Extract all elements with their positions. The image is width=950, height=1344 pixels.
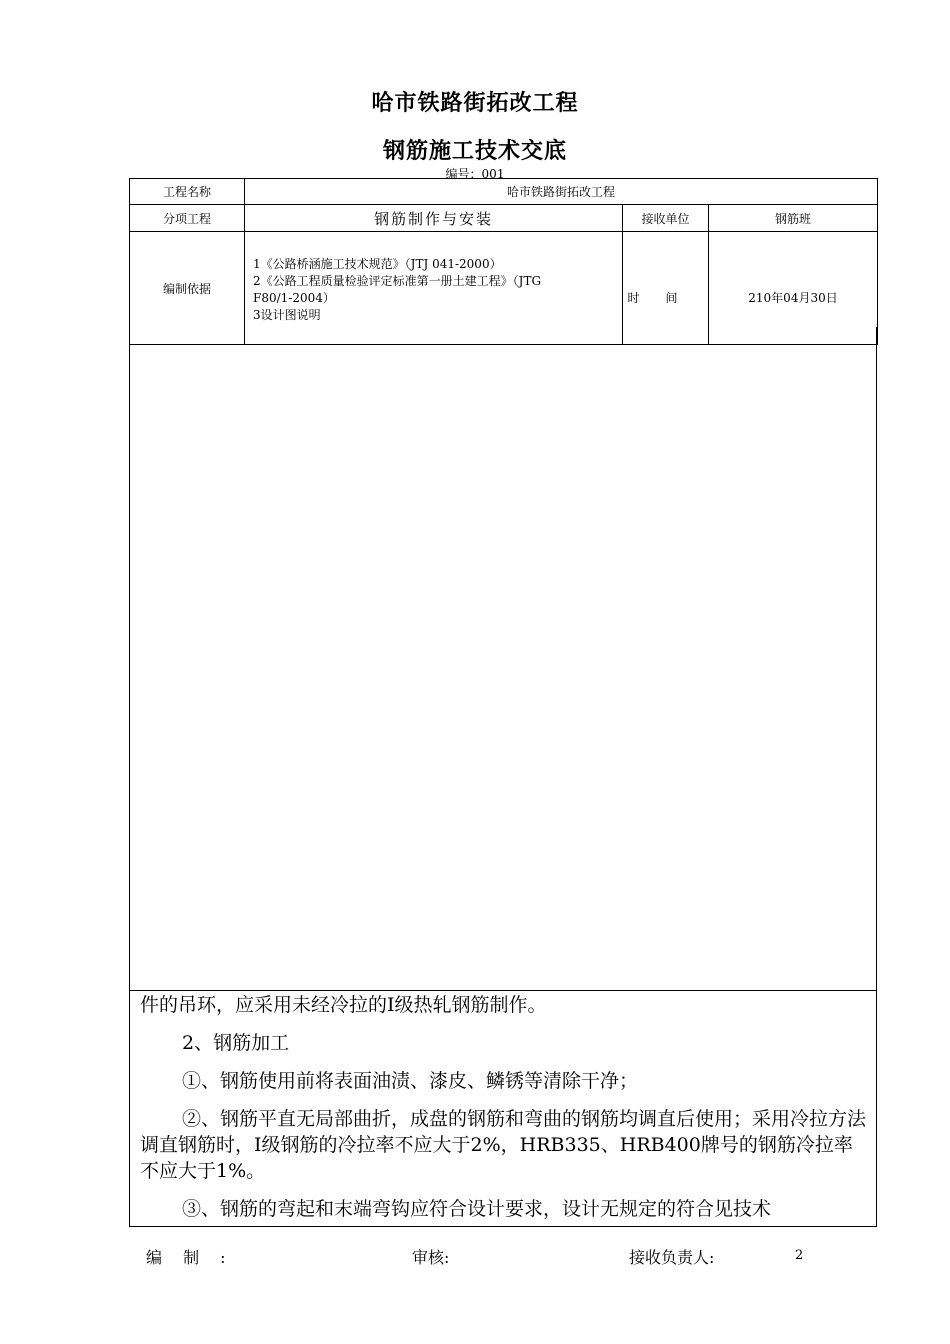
basis-line: F80/1-2004） [253, 291, 335, 305]
document-number: 编号：001 [445, 167, 505, 181]
receiver-label: 接收负责人: [629, 1248, 715, 1267]
project-name-value: 哈市铁路街拓改工程 [245, 179, 878, 205]
page-number: 2 [795, 1248, 804, 1263]
receiving-unit-value: 钢筋班 [709, 205, 878, 232]
basis-label: 编制依据 [130, 232, 245, 345]
time-value: 210年04月30日 [709, 232, 878, 345]
basis-line: 3设计图说明 [253, 308, 321, 322]
blank-content-area [129, 327, 877, 991]
basis-line: 1《公路桥涵施工技术规范》（JTJ 041-2000） [253, 257, 502, 271]
receiving-unit-label: 接收单位 [623, 205, 709, 232]
body-paragraph: 件的吊环，应采用未经冷拉的Ⅰ级热轧钢筋制作。 [140, 994, 547, 1016]
document-subtitle: 钢筋施工技术交底 [382, 138, 567, 164]
project-name-label: 工程名称 [130, 179, 245, 205]
document-title: 哈市铁路街拓改工程 [371, 90, 579, 116]
editor-label: 编 制 : [146, 1248, 234, 1267]
header-table [129, 178, 878, 345]
body-paragraph: ①、钢筋使用前将表面油渍、漆皮、鳞锈等清除干净； [182, 1070, 639, 1092]
basis-line: 2《公路工程质量检验评定标准第一册土建工程》（JTG [253, 274, 542, 288]
body-paragraph: ②、钢筋平直无局部曲折，成盘的钢筋和弯曲的钢筋均调直后使用；采用冷拉方法调直钢筋时，Ⅰ级钢筋的冷拉率不应大于2%，HRB335、HRB400牌号的钢筋冷拉率不应大于1%。 [140, 1108, 867, 1182]
body-paragraph: 2、钢筋加工 [182, 1032, 290, 1054]
sub-project-value: 钢筋制作与安装 [245, 205, 623, 232]
sub-project-label: 分项工程 [130, 205, 245, 232]
time-label: 时间 [627, 290, 704, 305]
body-text-area [129, 990, 877, 1227]
body-paragraph: ③、钢筋的弯起和末端弯钩应符合设计要求，设计无规定的符合见技术 [182, 1198, 772, 1220]
reviewer-label: 审核: [412, 1248, 450, 1267]
